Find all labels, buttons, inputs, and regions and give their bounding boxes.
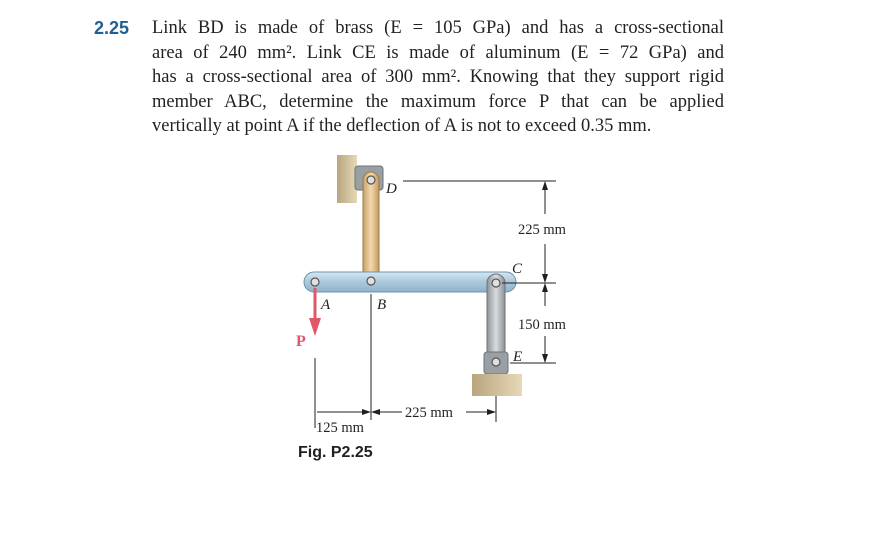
problem-line: area of 240 mm². Link CE is made of aluminum (E = 72 GPa) and	[152, 42, 724, 63]
pin-e-icon	[492, 358, 500, 366]
dim-125: 125 mm	[316, 420, 364, 436]
dim-225-top: 225 mm	[518, 222, 566, 238]
pin-d-icon	[367, 176, 375, 184]
pin-b-icon	[367, 277, 375, 285]
wall-support-d	[337, 155, 357, 203]
problem-line: member ABC, determine the maximum force P that can be applied	[152, 91, 724, 112]
problem-line: Link BD is made of brass (E = 105 GPa) and has a cross-sectional	[152, 18, 724, 38]
link-bd-brass	[363, 172, 379, 286]
force-p-arrow-icon	[309, 318, 321, 336]
label-e: E	[513, 349, 523, 365]
label-d: D	[386, 181, 397, 197]
label-b: B	[377, 297, 387, 313]
dim-150: 150 mm	[518, 317, 566, 333]
pin-a-icon	[311, 278, 319, 286]
figure-caption: Fig. P2.25	[298, 444, 373, 461]
problem-line: vertically at point A if the deflection of A is not to exceed 0.35 mm.	[152, 116, 652, 136]
label-p: P	[296, 333, 306, 350]
rigid-member-abc	[304, 272, 516, 292]
pin-c-icon	[492, 279, 500, 287]
label-a: A	[321, 297, 331, 313]
label-c: C	[512, 261, 523, 277]
problem-number: 2.25	[94, 18, 130, 38]
ground-support-e	[472, 374, 522, 396]
problem-line: has a cross-sectional area of 300 mm². Knowing that they support rigid	[152, 67, 724, 87]
dim-225-bottom: 225 mm	[405, 405, 453, 421]
